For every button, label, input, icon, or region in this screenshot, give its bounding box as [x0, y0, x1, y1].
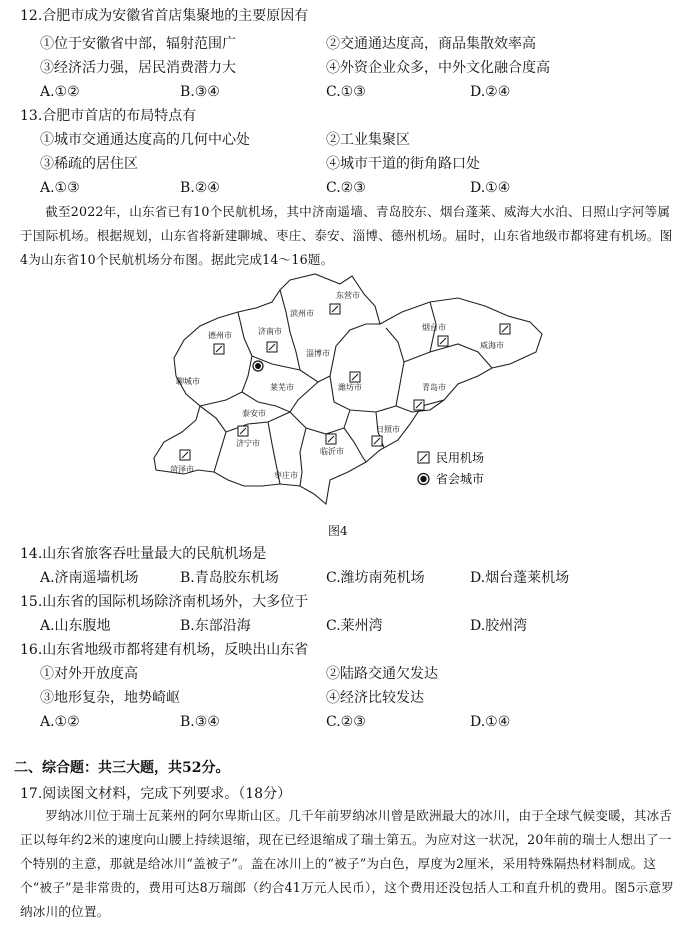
- city-binzhou: 滨州市: [290, 309, 314, 318]
- q16-item-1: ①对外开放度高: [40, 666, 138, 682]
- q12-option-c: C.①③: [326, 84, 366, 100]
- q12-item-2: ②交通通达度高，商品集散效率高: [326, 36, 536, 52]
- city-linyi: 临沂市: [320, 447, 344, 456]
- q16-item-2: ②陆路交通欠发达: [326, 666, 438, 682]
- q14-option-c: C.潍坊南苑机场: [326, 570, 425, 586]
- q16-item-3: ③地形复杂，地势崎岖: [40, 690, 180, 706]
- q13-option-c: C.②③: [326, 180, 366, 196]
- airport-icon-jinan: [267, 342, 277, 352]
- city-liaocheng: 聊城市: [176, 377, 200, 386]
- airport-icon-linyi: [326, 434, 336, 444]
- city-zibo: 淄博市: [306, 349, 330, 358]
- airport-icon-weihai: [500, 324, 510, 334]
- q13-option-d: D.①④: [470, 180, 511, 196]
- q16-option-c: C.②③: [326, 714, 366, 730]
- section-heading: 二、综合题：共三大题，共52分。: [14, 760, 230, 776]
- city-dezhou: 德州市: [208, 331, 232, 340]
- q17-stem: 17.阅读图文材料，完成下列要求。（18分）: [20, 786, 292, 802]
- airport-icon-yantai: [438, 336, 448, 346]
- q16-stem: 16.山东省地级市都将建有机场，反映出山东省: [20, 642, 309, 658]
- airport-icon-heze: [180, 450, 190, 460]
- city-dongying: 东营市: [336, 291, 360, 300]
- q12-option-b: B.③④: [180, 84, 220, 100]
- city-heze: 菏泽市: [170, 465, 194, 474]
- airport-icon-rizhao: [372, 436, 382, 446]
- glacier-passage: [20, 804, 676, 924]
- city-weifang: 潍坊市: [338, 383, 362, 392]
- airport-icon-qingdao: [414, 400, 424, 410]
- q13-item-4: ④城市干道的街角路口处: [326, 156, 480, 172]
- q13-item-2: ②工业集聚区: [326, 132, 410, 148]
- q15-option-b: B.东部沿海: [180, 618, 251, 634]
- q12-option-a: A.①②: [40, 84, 80, 100]
- q16-option-a: A.①②: [40, 714, 80, 730]
- airport-icon-jining: [238, 426, 248, 436]
- city-rizhao: 日照市: [376, 425, 400, 434]
- city-weihai: 威海市: [480, 341, 504, 350]
- q12-option-d: D.②④: [470, 84, 511, 100]
- q14-option-b: B.青岛胶东机场: [180, 570, 279, 586]
- legend-capital-label: 省会城市: [436, 472, 485, 486]
- q16-option-b: B.③④: [180, 714, 220, 730]
- city-qingdao: 青岛市: [422, 383, 446, 392]
- q13-option-b: B.②④: [180, 180, 220, 196]
- provincial-capital-marker: [253, 361, 263, 371]
- legend-airport-label: 民用机场: [436, 451, 485, 465]
- city-jining: 济宁市: [236, 439, 260, 448]
- q16-item-4: ④经济比较发达: [326, 690, 424, 706]
- q13-item-3: ③稀疏的居住区: [40, 156, 138, 172]
- figure-caption: 图4: [328, 524, 348, 538]
- city-laiwu: 莱芜市: [270, 383, 294, 392]
- city-taian: 泰安市: [242, 409, 266, 418]
- q14-option-d: D.烟台蓬莱机场: [470, 570, 570, 586]
- q15-option-d: D.胶州湾: [470, 618, 528, 634]
- city-jinan: 济南市: [258, 327, 282, 336]
- q15-option-c: C.莱州湾: [326, 618, 383, 634]
- airport-passage: [20, 200, 676, 272]
- city-yantai: 烟台市: [422, 323, 446, 332]
- airport-icon-weifang: [350, 372, 360, 382]
- city-zaozhuang: 枣庄市: [274, 471, 298, 480]
- q12-stem: 12.合肥市成为安徽省首店集聚地的主要原因有: [20, 8, 309, 24]
- q15-option-a: A.山东腹地: [40, 618, 111, 634]
- q13-option-a: A.①③: [40, 180, 80, 196]
- airport-icon-dongying: [330, 304, 340, 314]
- q13-stem: 13.合肥市首店的布局特点有: [20, 108, 197, 124]
- map-legend: [418, 450, 484, 486]
- q14-stem: 14.山东省旅客吞吐量最大的民航机场是: [20, 546, 267, 562]
- q12-item-1: ①位于安徽省中部，辐射范围广: [40, 36, 236, 52]
- airport-icon-dezhou: [214, 344, 224, 354]
- airport-passage-text: 截至2022年，山东省已有10个民航机场，其中济南遥墙、青岛胶东、烟台蓬莱、威海大水泊、日照山字河等属于国际机场。根据规划，山东省将新建聊城、枣庄、泰安、淄博、德州机场。届时，山东省地级市都将建有机场。图4为山东省10个民航机场分布图。据此完成14～16题。: [20, 204, 673, 267]
- glacier-passage-text: 罗纳冰川位于瑞士瓦莱州的阿尔卑斯山区。几千年前罗纳冰川曾是欧洲最大的冰川，由于全球气候变暖，其冰舌正以每年约2米的速度向山腰上持续退缩，现在已经退缩成了瑞士第五。为应对这一状况，20年前的瑞士人想出了一个特别的主意，那就是给冰川“盖被子”。盖在冰川上的“被子”为白色，厚度为2厘米，采用特殊隔热材料制成。这个“被子”是非常贵的，费用可达8万瑞郎（约合41万元人民币），这个费用还没包括人工和直升机的费用。图5示意罗纳冰川的位置。: [20, 808, 674, 919]
- q15-stem: 15.山东省的国际机场除济南机场外，大多位于: [20, 594, 309, 610]
- q14-option-a: A.济南遥墙机场: [40, 570, 139, 586]
- q12-item-4: ④外资企业众多，中外文化融合度高: [326, 60, 550, 76]
- shandong-airport-map: [140, 272, 550, 516]
- q12-item-3: ③经济活力强，居民消费潜力大: [40, 60, 236, 76]
- q16-option-d: D.①④: [470, 714, 511, 730]
- q13-item-1: ①城市交通通达度高的几何中心处: [40, 132, 250, 148]
